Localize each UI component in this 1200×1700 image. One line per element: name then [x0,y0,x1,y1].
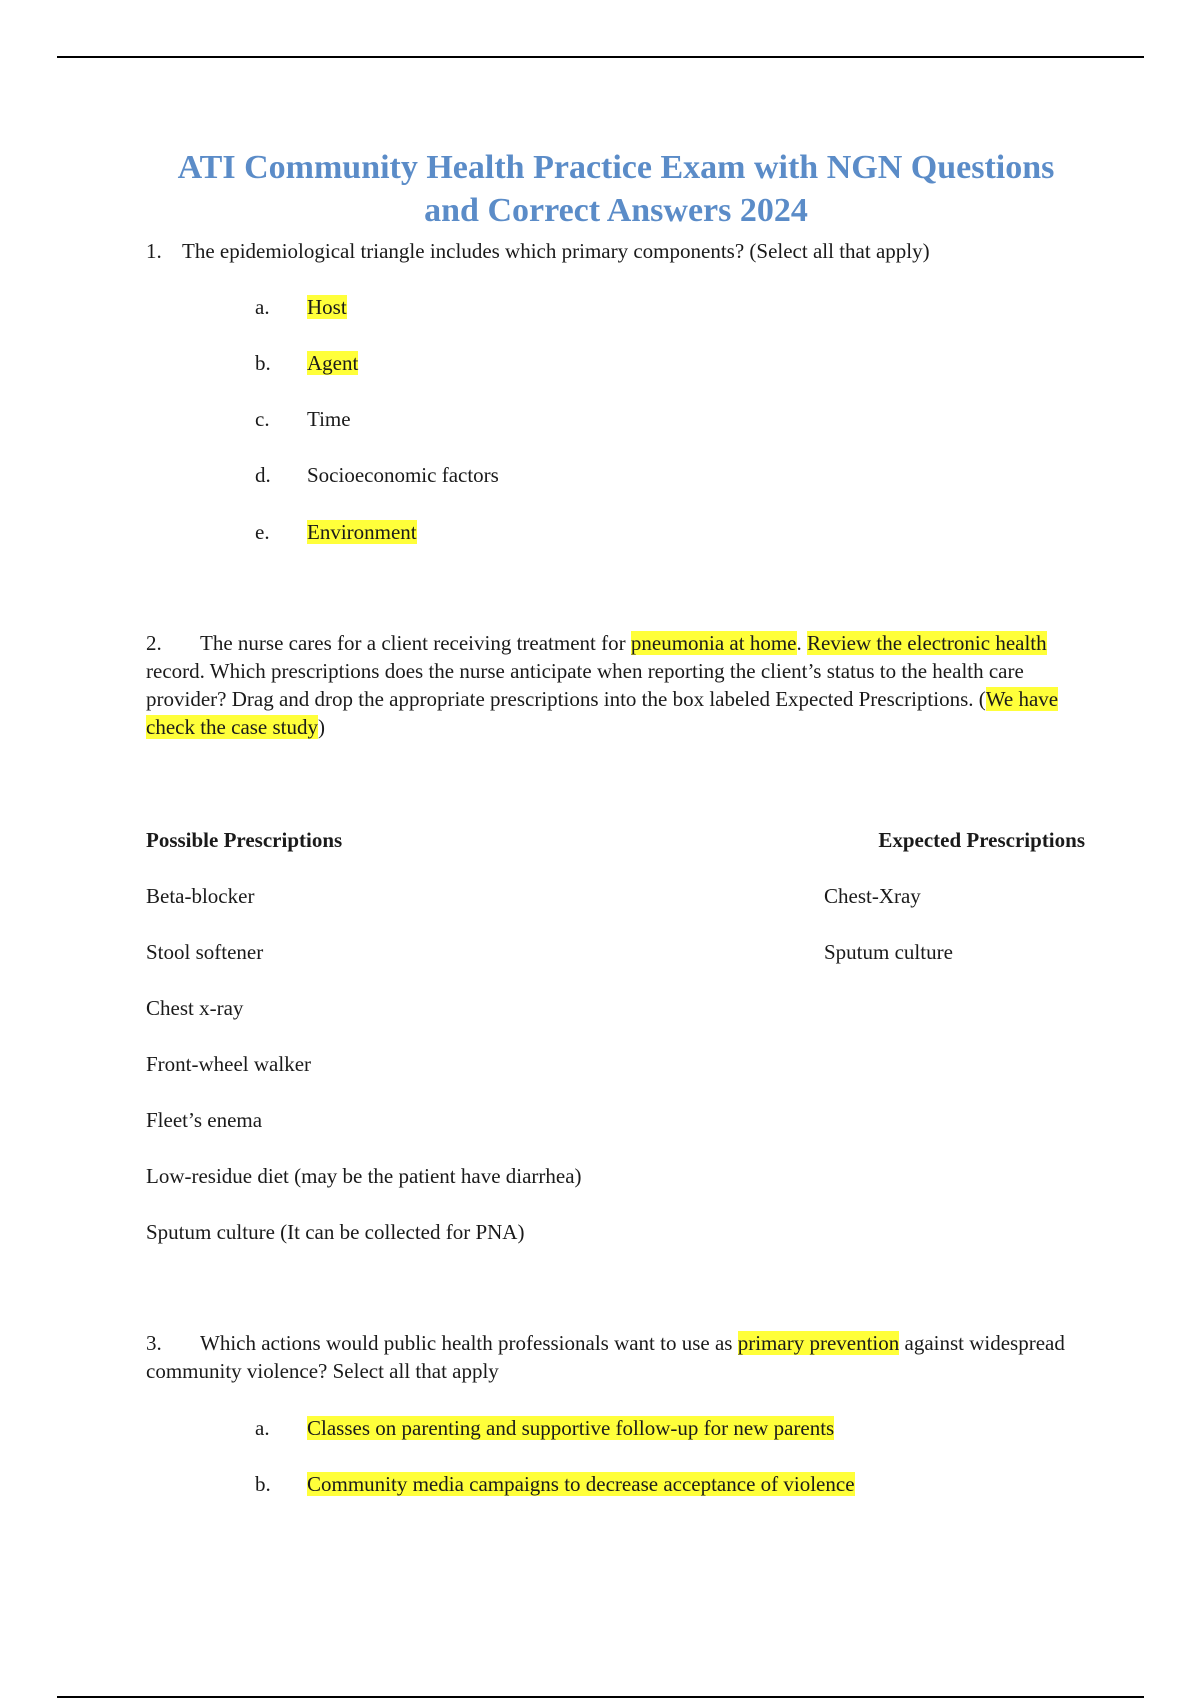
possible-item: Front-wheel walker [146,1052,312,1076]
question-number: 1. [146,239,162,263]
question-number: 2. [146,631,162,655]
option-e [255,518,417,546]
question-3 [146,1329,1086,1385]
question-text: . [796,631,807,655]
option-text-highlighted: Community media campaigns to decrease acceptance of violence [307,1472,855,1496]
option-text: Socioeconomic factors [307,463,499,487]
possible-item: Low-residue diet (may be the patient have diarrhea) [146,1164,582,1188]
option-text: Time [307,407,351,431]
option-a [255,1414,834,1442]
option-letter: a. [255,295,270,319]
option-text-highlighted: Agent [307,351,359,375]
question-text: against widespread community violence? Select all that apply [146,1331,1065,1383]
question-text: The nurse cares for a client receiving treatment for [200,631,631,655]
option-b [255,349,358,377]
highlighted-text: primary prevention [737,1331,900,1355]
question-text: Which actions would public health professionals want to use as [200,1331,738,1355]
possible-item: Fleet’s enema [146,1108,263,1132]
header-rule [57,56,1144,58]
footer-rule [57,1696,1144,1698]
question-text: record. Which prescriptions does the nurse anticipate when reporting the client’s status to the health care provider? Drag and drop the appropriate prescriptions into the box labeled Expected Prescriptions. ( [146,659,1024,711]
option-letter: a. [255,1416,270,1440]
possible-item: Stool softener [146,940,264,964]
option-a [255,293,347,321]
option-letter: c. [255,407,270,431]
question-2 [146,629,1086,741]
possible-item: Sputum culture (It can be collected for PNA) [146,1220,525,1244]
option-text-highlighted: Environment [307,520,417,544]
highlighted-text: We have check the case study [146,687,1059,739]
possible-prescriptions-header: Possible Prescriptions [146,828,343,852]
question-text: ) [318,715,326,739]
option-letter: b. [255,351,271,375]
question-text: The epidemiological triangle includes which primary components? (Select all that apply) [182,239,930,263]
option-text-highlighted: Host [307,295,347,319]
highlighted-text: pneumonia at home [630,631,797,655]
expected-item: Sputum culture [824,940,953,964]
document-title: ATI Community Health Practice Exam with NGN Questions and Correct Answers 2024 [177,149,1055,229]
option-b [255,1470,855,1498]
option-letter: d. [255,463,271,487]
possible-item: Chest x-ray [146,996,244,1020]
possible-item: Beta-blocker [146,884,255,908]
expected-item: Chest-Xray [824,884,921,908]
option-letter: e. [255,520,270,544]
option-c [255,405,351,433]
option-d [255,461,499,489]
option-letter: b. [255,1472,271,1496]
expected-prescriptions-header: Expected Prescriptions [878,828,1085,852]
option-text-highlighted: Classes on parenting and supportive follow-up for new parents [307,1416,835,1440]
question-number: 3. [146,1331,162,1355]
highlighted-text: Review the electronic health [807,631,1047,655]
question-1 [146,237,930,265]
